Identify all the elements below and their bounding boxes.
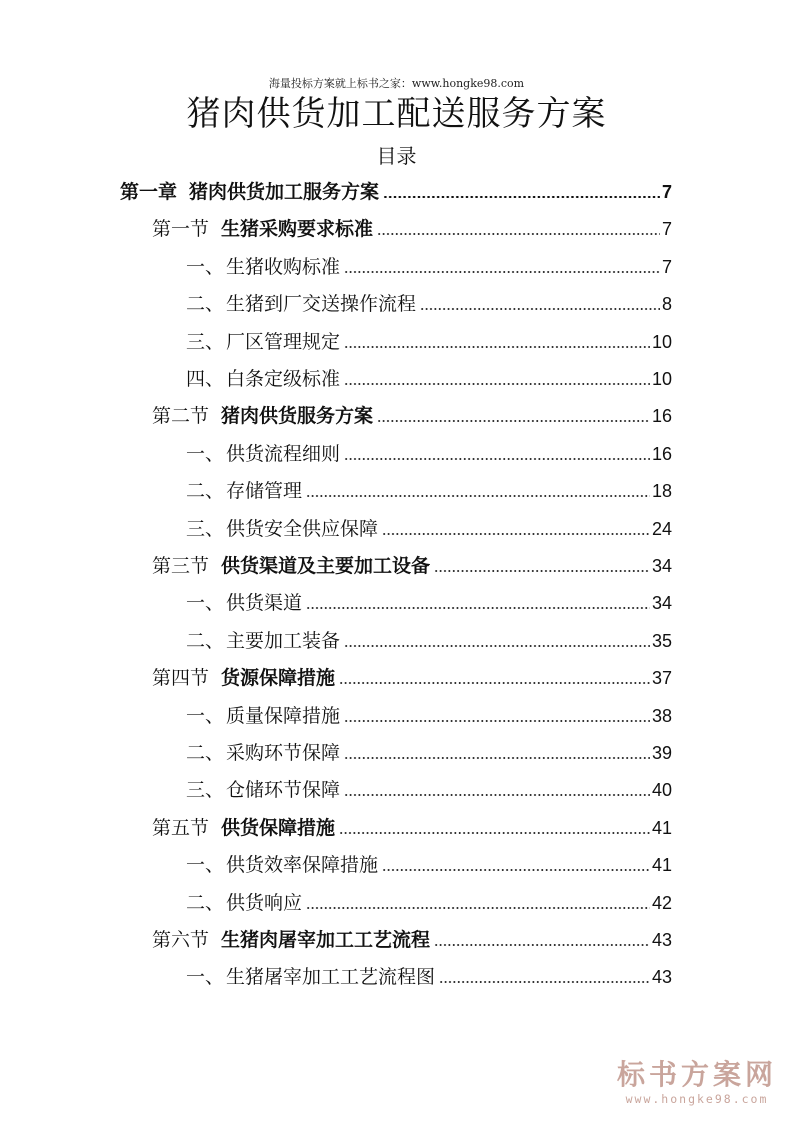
toc-entry-title: 猪肉供货服务方案 <box>221 405 374 428</box>
toc-entry-page-number: 41 <box>651 855 672 876</box>
watermark-logo <box>617 1058 777 1106</box>
toc-entry-page-number: 8 <box>661 294 672 315</box>
toc-entry-label <box>186 960 435 994</box>
toc-entry-sub[interactable] <box>186 250 672 284</box>
toc-entry-number: 一、 <box>186 255 225 278</box>
toc-entry-number: 三、 <box>186 517 225 540</box>
document-title: 猪肉供货加工配送服务方案 <box>186 94 607 134</box>
toc-entry-page-number: 7 <box>661 256 672 277</box>
toc-entry-page-number: 43 <box>651 930 672 950</box>
toc-dot-leader <box>344 720 650 722</box>
toc-entry-number: 一、 <box>186 966 225 989</box>
toc-entry-label <box>186 325 340 359</box>
toc-dot-leader <box>377 420 650 422</box>
toc-entry-page-number: 41 <box>651 817 672 838</box>
toc-entry-title: 供货效率保障措施 <box>226 854 379 877</box>
header-note: 海量投标方案就上标书之家：www.hongke98.com <box>268 77 525 90</box>
toc-entry-label <box>186 474 302 508</box>
toc-entry-page-number: 18 <box>651 481 672 502</box>
toc-entry-label <box>186 362 340 396</box>
toc-entry-label <box>152 811 335 845</box>
toc-dot-leader <box>344 794 650 796</box>
toc-entry-title: 猪肉供货加工服务方案 <box>189 181 380 203</box>
toc-entry-section[interactable] <box>152 549 672 583</box>
toc-entry-number: 二、 <box>186 742 225 764</box>
toc-entry-label <box>152 661 335 695</box>
toc-entry-section[interactable] <box>152 661 672 695</box>
toc-entry-page-number: 7 <box>661 182 672 202</box>
toc-entry-section[interactable] <box>152 923 672 957</box>
toc-entry-title: 主要加工装备 <box>226 629 341 652</box>
toc-entry-title: 厂区管理规定 <box>226 330 341 353</box>
toc-dot-leader <box>339 682 650 684</box>
toc-entry-number: 二、 <box>186 480 225 503</box>
toc-entry-label <box>186 886 302 920</box>
toc-entry-page-number: 40 <box>651 780 672 801</box>
toc-entry-title: 供货安全供应保障 <box>226 517 379 540</box>
toc-entry-number: 第三节 <box>152 555 210 577</box>
toc-dot-leader <box>420 308 660 310</box>
toc-entry-title: 货源保障措施 <box>221 667 336 690</box>
toc-entry-sub[interactable] <box>186 586 672 620</box>
toc-dot-leader <box>344 757 650 759</box>
toc-entry-section[interactable] <box>152 212 672 246</box>
toc-entry-number: 第二节 <box>152 405 210 428</box>
toc-entry-sub[interactable] <box>186 773 672 807</box>
toc-entry-number: 一、 <box>186 704 225 727</box>
toc-entry-page-number: 24 <box>651 518 672 539</box>
toc-entry-page-number: 37 <box>651 668 672 689</box>
toc-entry-title: 质量保障措施 <box>226 704 341 727</box>
toc-dot-leader <box>377 233 660 235</box>
toc-entry-label <box>186 250 340 284</box>
toc-entry-page-number: 34 <box>651 593 672 614</box>
toc-entry-number: 第一节 <box>152 218 210 241</box>
toc-entry-label <box>186 773 340 807</box>
toc-entry-page-number: 10 <box>651 331 672 352</box>
toc-entry-title: 采购环节保障 <box>226 742 341 764</box>
toc-entry-label <box>186 736 340 770</box>
toc-entry-label <box>186 848 378 882</box>
toc-entry-label <box>186 437 340 471</box>
toc-entry-page-number: 7 <box>661 219 672 240</box>
toc-dot-leader <box>439 981 650 983</box>
toc-entry-label <box>152 212 373 246</box>
watermark-title: 标书方案网 <box>617 1058 778 1091</box>
toc-entry-sub[interactable] <box>186 886 672 920</box>
toc-entry-number: 第四节 <box>152 667 210 690</box>
toc-entry-title: 生猪采购要求标准 <box>221 218 374 241</box>
toc-entry-sub[interactable] <box>186 325 672 359</box>
toc-entry-sub[interactable] <box>186 699 672 733</box>
toc-entry-title: 生猪屠宰加工工艺流程图 <box>226 966 436 989</box>
toc-dot-leader <box>306 495 650 497</box>
toc-entry-number: 二、 <box>186 891 225 914</box>
toc-entry-page-number: 16 <box>651 443 672 464</box>
toc-entry-title: 生猪收购标准 <box>226 255 341 278</box>
toc-entry-page-number: 34 <box>651 556 672 576</box>
toc-entry-title: 供货渠道 <box>226 592 303 615</box>
toc-entry-section[interactable] <box>152 399 672 433</box>
toc-entry-label <box>152 923 430 957</box>
toc-entry-title: 生猪肉屠宰加工工艺流程 <box>221 929 431 951</box>
toc-entry-chapter[interactable] <box>120 175 672 209</box>
toc-entry-title: 仓储环节保障 <box>226 779 341 802</box>
toc-dot-leader <box>344 271 660 273</box>
toc-entry-page-number: 39 <box>651 743 672 763</box>
toc-heading: 目录 <box>376 144 417 168</box>
toc-entry-label <box>186 287 416 321</box>
toc-entry-number: 第六节 <box>152 929 210 951</box>
toc-entry-title: 供货流程细则 <box>226 442 341 465</box>
toc-entry-sub[interactable] <box>186 960 672 994</box>
toc-entry-title: 供货保障措施 <box>221 816 336 839</box>
toc-entry-number: 四、 <box>186 368 225 390</box>
toc-entry-page-number: 42 <box>651 892 672 913</box>
toc-entry-page-number: 35 <box>651 630 672 651</box>
toc-entry-number: 二、 <box>186 293 225 316</box>
toc-entry-label <box>186 586 302 620</box>
toc-entry-number: 一、 <box>186 592 225 615</box>
toc-entry-number: 三、 <box>186 779 225 802</box>
toc-entry-number: 一、 <box>186 442 225 465</box>
toc-dot-leader <box>344 383 650 385</box>
toc-entry-number: 三、 <box>186 330 225 353</box>
toc-dot-leader <box>339 832 650 834</box>
toc-entry-number: 第五节 <box>152 816 210 839</box>
toc-entry-page-number: 10 <box>651 369 672 389</box>
toc-entry-title: 供货响应 <box>226 891 303 914</box>
toc-entry-sub[interactable] <box>186 362 672 396</box>
toc-entry-sub[interactable] <box>186 624 672 658</box>
toc-entry-title: 白条定级标准 <box>226 368 341 390</box>
toc-entry-sub[interactable] <box>186 848 672 882</box>
toc-dot-leader <box>382 533 650 535</box>
toc-entry-label <box>152 549 430 583</box>
toc-entry-page-number: 16 <box>651 406 672 427</box>
toc-dot-leader <box>434 944 650 946</box>
toc-entry-sub[interactable] <box>186 736 672 770</box>
toc-entry-number: 一、 <box>186 854 225 877</box>
toc-entry-sub[interactable] <box>186 287 672 321</box>
toc-dot-leader <box>344 458 650 460</box>
toc-entry-page-number: 43 <box>651 967 672 988</box>
toc-entry-sub[interactable] <box>186 512 672 546</box>
toc-entry-title: 生猪到厂交送操作流程 <box>226 293 417 316</box>
toc-entry-number: 第一章 <box>120 181 178 203</box>
toc-entry-label <box>120 175 379 209</box>
toc-dot-leader <box>434 570 650 572</box>
toc-entry-title: 供货渠道及主要加工设备 <box>221 555 431 577</box>
toc-dot-leader <box>382 869 650 871</box>
toc-dot-leader <box>344 645 650 647</box>
toc-entry-label <box>186 699 340 733</box>
toc-entry-sub[interactable] <box>186 474 672 508</box>
toc-entry-page-number: 38 <box>651 705 672 726</box>
toc-entry-label <box>152 399 373 433</box>
toc-entry-label <box>186 512 378 546</box>
toc-entry-sub[interactable] <box>186 437 672 471</box>
toc-entry-label <box>186 624 340 658</box>
toc-dot-leader <box>306 907 650 909</box>
toc-dot-leader <box>306 607 650 609</box>
toc-dot-leader <box>344 346 650 348</box>
toc-entry-title: 存储管理 <box>226 480 303 503</box>
toc-entry-number: 二、 <box>186 629 225 652</box>
toc-entry-section[interactable] <box>152 811 672 845</box>
watermark-url: www.hongke98.com <box>625 1092 769 1106</box>
toc-dot-leader <box>383 196 660 198</box>
